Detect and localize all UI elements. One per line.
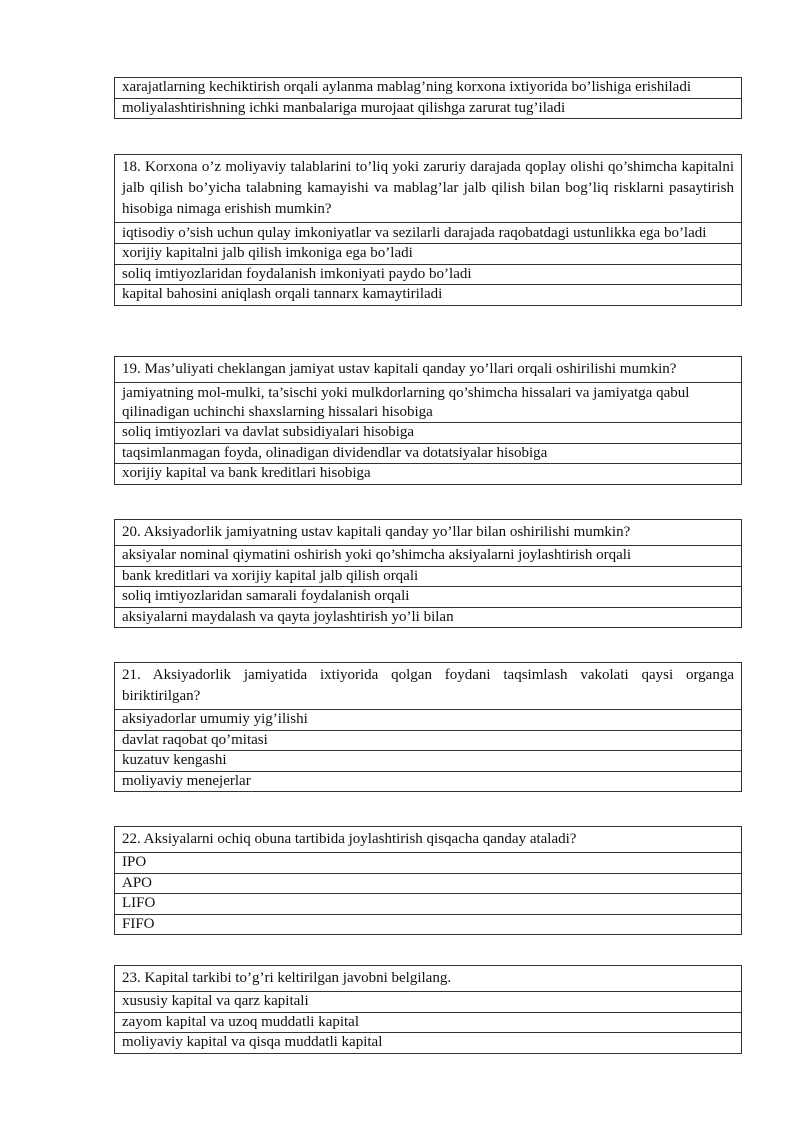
answer-option: xorijiy kapital va bank kreditlari hisobiga (122, 465, 371, 482)
answer-option: FIFO (122, 915, 155, 932)
answer-option: xarajatlarning kechiktirish orqali aylanma mablag’ning korxona ixtiyorida bo’lishiga erishiladi (115, 78, 741, 99)
question-19 (114, 356, 742, 485)
question-23 (114, 965, 742, 1054)
answer-option: kuzatuv kengashi (115, 751, 741, 772)
question-text: 20. Aksiyadorlik jamiyatning ustav kapitali qanday yo’llar bilan oshirilishi mumkin? (115, 520, 741, 546)
answer-option: davlat raqobat qo’mitasi (115, 731, 741, 752)
answer-option: LIFO (115, 894, 741, 915)
answer-option: soliq imtiyozlaridan samarali foydalanish orqali (115, 587, 741, 608)
question-text: 19. Mas’uliyati cheklangan jamiyat ustav kapitali qanday yo’llari orqali oshirilishi mumkin? (115, 357, 741, 383)
answer-option: IPO (115, 853, 741, 874)
answer-option: moliyalashtirishning ichki manbalariga murojaat qilishga zarurat tug’iladi (122, 99, 566, 116)
answer-option: iqtisodiy o’sish uchun qulay imkoniyatlar va sezilarli darajada raqobatdagi ustunlikka ega bo’ladi (115, 223, 741, 244)
answer-option: bank kreditlari va xorijiy kapital jalb qilish orqali (115, 567, 741, 588)
answer-option: moliyaviy menejerlar (122, 772, 251, 789)
question-text: 18. Korxona o’z moliyaviy talablarini to’liq yoki zaruriy darajada qoplay olishi qo’shimcha kapitalni jalb qilish bo’yicha talabning kamayishi va mablag’lar jalb qilish bilan bog’liq risklarni pasaytirish hisobiga nimaga erishish mumkin? (115, 155, 741, 223)
answer-option: aksiyalar nominal qiymatini oshirish yoki qo’shimcha aksiyalarni joylashtirish orqali (115, 546, 741, 567)
question-17-answers-continued (114, 77, 742, 119)
answer-option: taqsimlanmagan foyda, olinadigan dividendlar va dotatsiyalar hisobiga (115, 444, 741, 465)
question-18 (114, 154, 742, 306)
question-text: 23. Kapital tarkibi to’g’ri keltirilgan javobni belgilang. (115, 966, 741, 992)
question-text: 22. Aksiyalarni ochiq obuna tartibida joylashtirish qisqacha qanday ataladi? (115, 827, 741, 853)
answer-option: zayom kapital va uzoq muddatli kapital (115, 1013, 741, 1034)
answer-option: xususiy kapital va qarz kapitali (115, 992, 741, 1013)
question-22 (114, 826, 742, 935)
answer-option: aksiyadorlar umumiy yig’ilishi (115, 710, 741, 731)
answer-option: soliq imtiyozlaridan foydalanish imkoniyati paydo bo’ladi (115, 265, 741, 286)
answer-option: APO (115, 874, 741, 895)
answer-option: kapital bahosini aniqlash orqali tannarx kamaytiriladi (122, 286, 443, 303)
answer-option: jamiyatning mol-mulki, ta’sischi yoki mulkdorlarning qo’shimcha hissalari va jamiyatga qabul qilinadigan uchinchi shaxslarning hissalari hisobiga (115, 383, 741, 423)
answer-option: soliq imtiyozlari va davlat subsidiyalari hisobiga (115, 423, 741, 444)
answer-option: moliyaviy kapital va qisqa muddatli kapital (122, 1034, 383, 1051)
answer-option: aksiyalarni maydalash va qayta joylashtirish yo’li bilan (122, 608, 454, 625)
question-text: 21. Aksiyadorlik jamiyatida ixtiyorida qolgan foydani taqsimlash vakolati qaysi organga biriktirilgan? (115, 663, 741, 710)
question-20 (114, 519, 742, 628)
question-21 (114, 662, 742, 792)
answer-option: xorijiy kapitalni jalb qilish imkoniga ega bo’ladi (115, 244, 741, 265)
